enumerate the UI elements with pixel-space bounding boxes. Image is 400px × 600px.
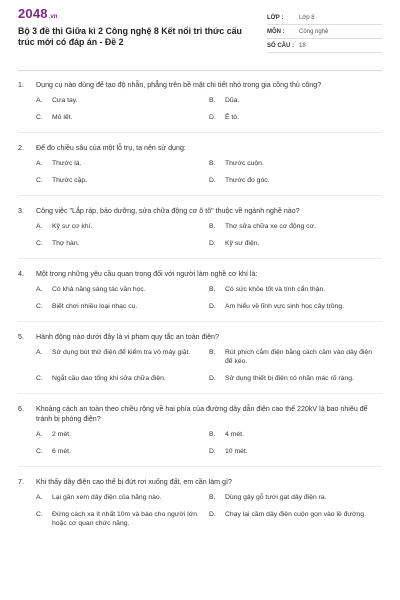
answer-text: Am hiểu về lĩnh vực sinh học cây trồng. <box>225 303 345 310</box>
answer-letter: C. <box>36 303 43 310</box>
logo-text: 2048 <box>18 6 48 21</box>
answer-letter: C. <box>36 511 43 518</box>
answer-letter: C. <box>36 240 43 247</box>
answer-letter: B. <box>209 431 216 438</box>
question-text: Một trong những yêu cầu quan trọng đối với người làm nghề cơ khí là: <box>36 270 258 278</box>
question-3-stem <box>18 206 382 216</box>
question-4-stem <box>18 269 382 279</box>
answer-letter: A. <box>36 160 43 167</box>
question-divider <box>18 393 382 394</box>
question-divider <box>18 195 382 196</box>
question-divider <box>18 466 382 467</box>
meta-count-row <box>267 39 382 53</box>
answer-text: Lại gần xem dây điện của hãng nào. <box>52 494 162 501</box>
answer-option-c[interactable] <box>36 510 209 528</box>
answer-text: Dũa. <box>225 97 240 104</box>
answer-text: Chạy lại cầm dây điện cuộn gọn vào lề đường. <box>225 511 366 518</box>
site-logo[interactable] <box>18 6 250 21</box>
answer-option-a[interactable] <box>36 493 209 502</box>
question-4 <box>18 269 382 322</box>
answer-letter: B. <box>209 286 216 293</box>
answer-text: 6 mét. <box>52 448 71 455</box>
answer-options <box>18 285 382 319</box>
question-number: 1. <box>18 81 24 89</box>
answer-text: Cưa tay. <box>52 97 78 104</box>
answer-options <box>18 222 382 256</box>
answer-text: Ngắt cầu dao tổng khi sửa chữa điện. <box>52 375 166 382</box>
question-1 <box>18 80 382 133</box>
question-list <box>18 80 382 536</box>
answer-option-a[interactable] <box>36 96 209 105</box>
answer-text: Kỹ sư điện. <box>225 240 260 247</box>
answer-text: Đứng cách xa ít nhất 10m và báo cho người lớn hoặc cơ quan chức năng. <box>52 511 197 527</box>
meta-count-value: 18 <box>299 42 306 49</box>
question-5-stem <box>18 332 382 342</box>
answer-option-a[interactable] <box>36 285 209 294</box>
meta-class-label: LỚP : <box>267 14 284 21</box>
answer-option-b[interactable] <box>209 493 382 502</box>
answer-text: Sử dụng thiết bị điện có nhãn mác rõ ràng. <box>225 375 354 382</box>
answer-option-d[interactable] <box>209 239 382 248</box>
answer-letter: B. <box>209 223 216 230</box>
answer-option-b[interactable] <box>209 159 382 168</box>
answer-text: Có khả năng sáng tác văn học. <box>52 286 146 293</box>
answer-letter: D. <box>209 177 216 184</box>
answer-letter: A. <box>36 431 43 438</box>
answer-option-d[interactable] <box>209 113 382 122</box>
answer-letter: D. <box>209 303 216 310</box>
answer-text: Rút phích cắm điện bằng cách cầm vào dây điện để kéo. <box>225 349 372 365</box>
answer-options <box>18 96 382 130</box>
answer-letter: D. <box>209 448 216 455</box>
answer-option-b[interactable] <box>209 96 382 105</box>
answer-letter: D. <box>209 375 216 382</box>
question-divider <box>18 321 382 322</box>
question-6-stem <box>18 404 382 424</box>
answer-option-b[interactable] <box>209 430 382 439</box>
answer-letter: D. <box>209 114 216 121</box>
answer-option-c[interactable] <box>36 447 209 456</box>
header-divider <box>18 70 382 71</box>
answer-option-c[interactable] <box>36 374 209 383</box>
answer-text: 10 mét. <box>225 448 248 455</box>
answer-letter: C. <box>36 375 43 382</box>
question-1-stem <box>18 80 382 90</box>
exam-header <box>18 6 382 64</box>
question-6 <box>18 404 382 467</box>
answer-letter: B. <box>209 349 216 356</box>
answer-options <box>18 159 382 193</box>
answer-option-b[interactable] <box>209 222 382 231</box>
answer-option-a[interactable] <box>36 222 209 231</box>
answer-option-b[interactable] <box>209 285 382 294</box>
answer-options <box>18 430 382 464</box>
question-number: 2. <box>18 144 24 152</box>
meta-subject-label: MÔN : <box>267 28 285 35</box>
meta-subject-row <box>267 25 382 39</box>
answer-letter: A. <box>36 97 43 104</box>
answer-option-a[interactable] <box>36 430 209 439</box>
answer-option-a[interactable] <box>36 159 209 168</box>
meta-count-label: SỐ CÂU : <box>267 42 294 49</box>
answer-letter: B. <box>209 494 216 501</box>
answer-text: Kỹ sư cơ khí. <box>52 223 93 230</box>
answer-option-c[interactable] <box>36 176 209 185</box>
answer-options <box>18 348 382 391</box>
answer-text: Có sức khỏe tốt và tính cẩn thận. <box>225 286 326 293</box>
answer-letter: C. <box>36 448 43 455</box>
exam-meta <box>267 11 382 53</box>
question-number: 7. <box>18 478 24 486</box>
answer-letter: A. <box>36 349 43 356</box>
question-3 <box>18 206 382 259</box>
meta-class-value: Lớp 8 <box>299 14 315 21</box>
question-divider <box>18 258 382 259</box>
answer-text: Thước lá. <box>52 160 82 167</box>
question-text: Khi thấy dây điện cao thế bị đứt rơi xuống đất, em cần làm gì? <box>36 478 232 486</box>
answer-text: Ê tô. <box>225 114 239 121</box>
answer-letter: B. <box>209 160 216 167</box>
answer-text: Thước cuộn. <box>225 160 264 167</box>
answer-text: Thước đo góc. <box>225 177 270 184</box>
answer-letter: D. <box>209 511 216 518</box>
answer-option-c[interactable] <box>36 302 209 311</box>
answer-letter: A. <box>36 223 43 230</box>
exam-title: Bộ 3 đề thi Giữa kì 2 Công nghệ 8 Kết nối tri thức cấu trúc mới có đáp án - Đề 2 <box>18 26 242 47</box>
answer-text: 2 mét. <box>52 431 71 438</box>
header-left <box>18 6 250 48</box>
answer-letter: C. <box>36 114 43 121</box>
answer-letter: A. <box>36 286 43 293</box>
question-number: 4. <box>18 270 24 278</box>
question-text: Hành động nào dưới đây là vi phạm quy tắc an toàn điện? <box>36 333 219 341</box>
answer-option-d[interactable] <box>209 176 382 185</box>
answer-text: Biết chơi nhiều loại nhạc cụ. <box>52 303 138 310</box>
question-text: Khoảng cách an toàn theo chiều rộng về hai phía của đường dây dẫn điện cao thế 220kV là bao nhiêu để tránh bị phóng điện? <box>36 405 368 423</box>
answer-text: Thợ hàn. <box>52 240 80 247</box>
answer-text: Mỏ lết. <box>52 114 73 121</box>
answer-option-d[interactable] <box>209 302 382 311</box>
question-7 <box>18 477 382 536</box>
meta-subject-value: Công nghệ <box>299 28 329 35</box>
answer-letter: A. <box>36 494 43 501</box>
question-text: Để đo chiều sâu của một lỗ trụ, ta nên sử dụng: <box>36 144 186 152</box>
question-2 <box>18 143 382 196</box>
answer-options <box>18 493 382 536</box>
question-text: Công việc "Lắp ráp, bảo dưỡng, sửa chữa động cơ ô tô" thuộc về ngành nghề nào? <box>36 207 300 215</box>
answer-option-d[interactable] <box>209 447 382 456</box>
answer-text: 4 mét. <box>225 431 244 438</box>
answer-letter: B. <box>209 97 216 104</box>
answer-option-d[interactable] <box>209 510 382 528</box>
question-divider <box>18 132 382 133</box>
question-text: Dụng cụ nào dùng để tạo độ nhẵn, phẳng trên bề mặt chi tiết nhỏ trong gia công thủ công? <box>36 81 322 89</box>
answer-letter: C. <box>36 177 43 184</box>
question-number: 6. <box>18 405 24 413</box>
logo-suffix: .vn <box>48 14 58 20</box>
answer-option-b[interactable] <box>209 348 382 366</box>
question-7-stem <box>18 477 382 487</box>
answer-option-a[interactable] <box>36 348 209 366</box>
question-number: 5. <box>18 333 24 341</box>
answer-text: Sử dụng bút thử điện để kiểm tra vỏ máy giặt. <box>52 349 191 356</box>
question-5 <box>18 332 382 394</box>
answer-option-c[interactable] <box>36 113 209 122</box>
answer-text: Thợ sửa chữa xe cơ động cơ. <box>225 223 316 230</box>
question-2-stem <box>18 143 382 153</box>
question-number: 3. <box>18 207 24 215</box>
answer-option-c[interactable] <box>36 239 209 248</box>
answer-letter: D. <box>209 240 216 247</box>
answer-text: Dùng gậy gỗ tươi gạt dây điện ra. <box>225 494 327 501</box>
answer-option-d[interactable] <box>209 374 382 383</box>
answer-text: Thước cặp. <box>52 177 88 184</box>
meta-class-row <box>267 11 382 25</box>
